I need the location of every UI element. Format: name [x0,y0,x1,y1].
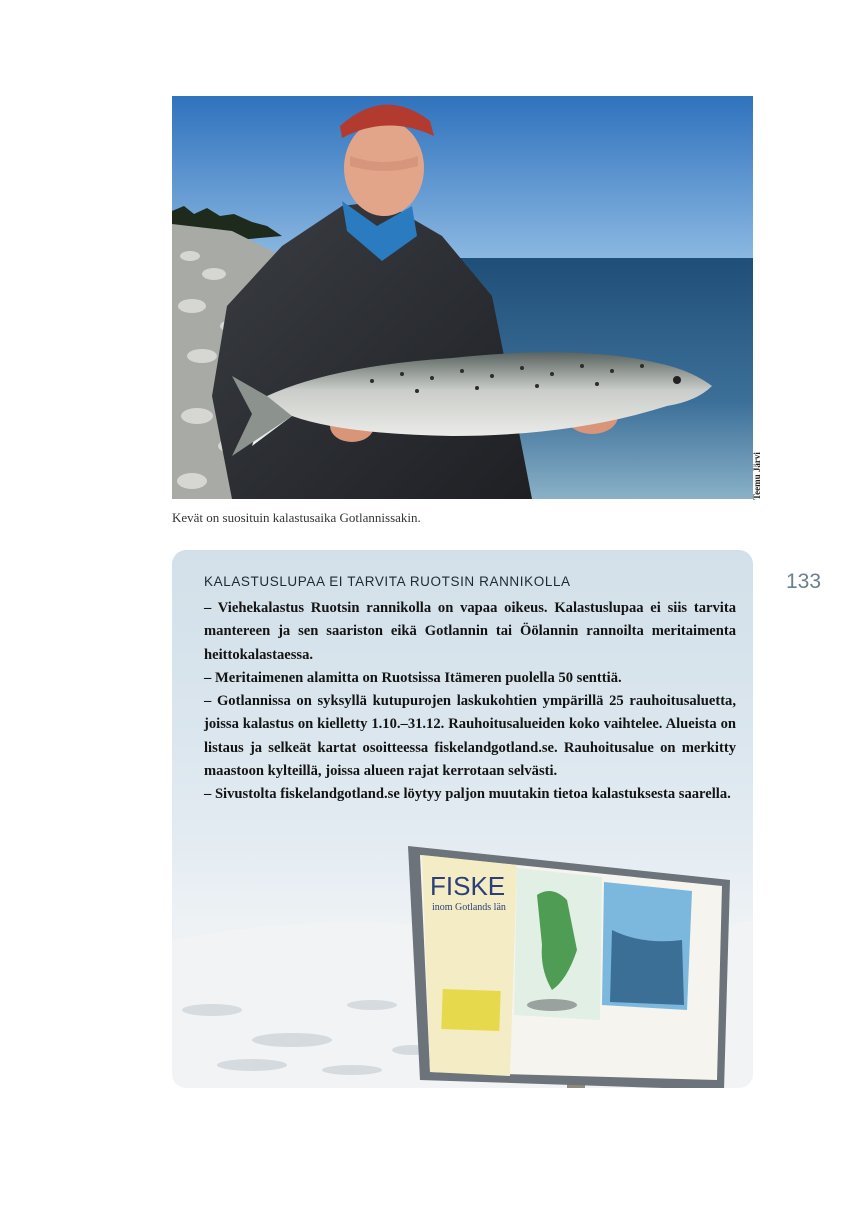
fiske-sign [408,846,730,1088]
info-box-heading: KALASTUSLUPAA EI TARVITA RUOTSIN RANNIKOLLA [204,574,571,589]
info-paragraph: – Gotlannissa on syksyllä kutupurojen laskukohtien ympärillä 25 rauhoitusaluetta, joissa kalastus on kielletty 1.10.–31.12. Rauhoitusalueiden koko vaihtelee. Alueista on listaus ja selkeät kartat osoitteessa fiskelandgotland.se. Rauhoitusalue on merkitty maastoon kylteillä, joissa alueen rajat kerrotaan selvästi. [204,693,736,780]
info-box [172,550,753,1088]
info-paragraph: – Viehekalastus Ruotsin rannikolla on vapaa oikeus. Kalastuslupaa ei siis tarvita mantereen ja sen saariston eikä Gotlannin tai Öölannin rannoilta meritaimenta heittokalastaessa. [204,600,736,663]
info-paragraph: – Meritaimenen alamitta on Ruotsissa Itämeren puolella 50 senttiä. [204,669,622,686]
photo-caption: Kevät on suosituin kalastusaika Gotlannissakin. [172,510,421,525]
fish-photo [172,96,753,499]
sign-title: FISKE [430,871,506,901]
photo-credit: Teemu Järvi [752,452,762,500]
info-paragraph: – Sivustolta fiskelandgotland.se löytyy paljon muutakin tietoa kalastuksesta saarella. [204,786,731,803]
page-number: 133 [786,570,822,593]
info-box-text [204,597,736,807]
sign-subtitle: inom Gotlands län [432,902,506,913]
